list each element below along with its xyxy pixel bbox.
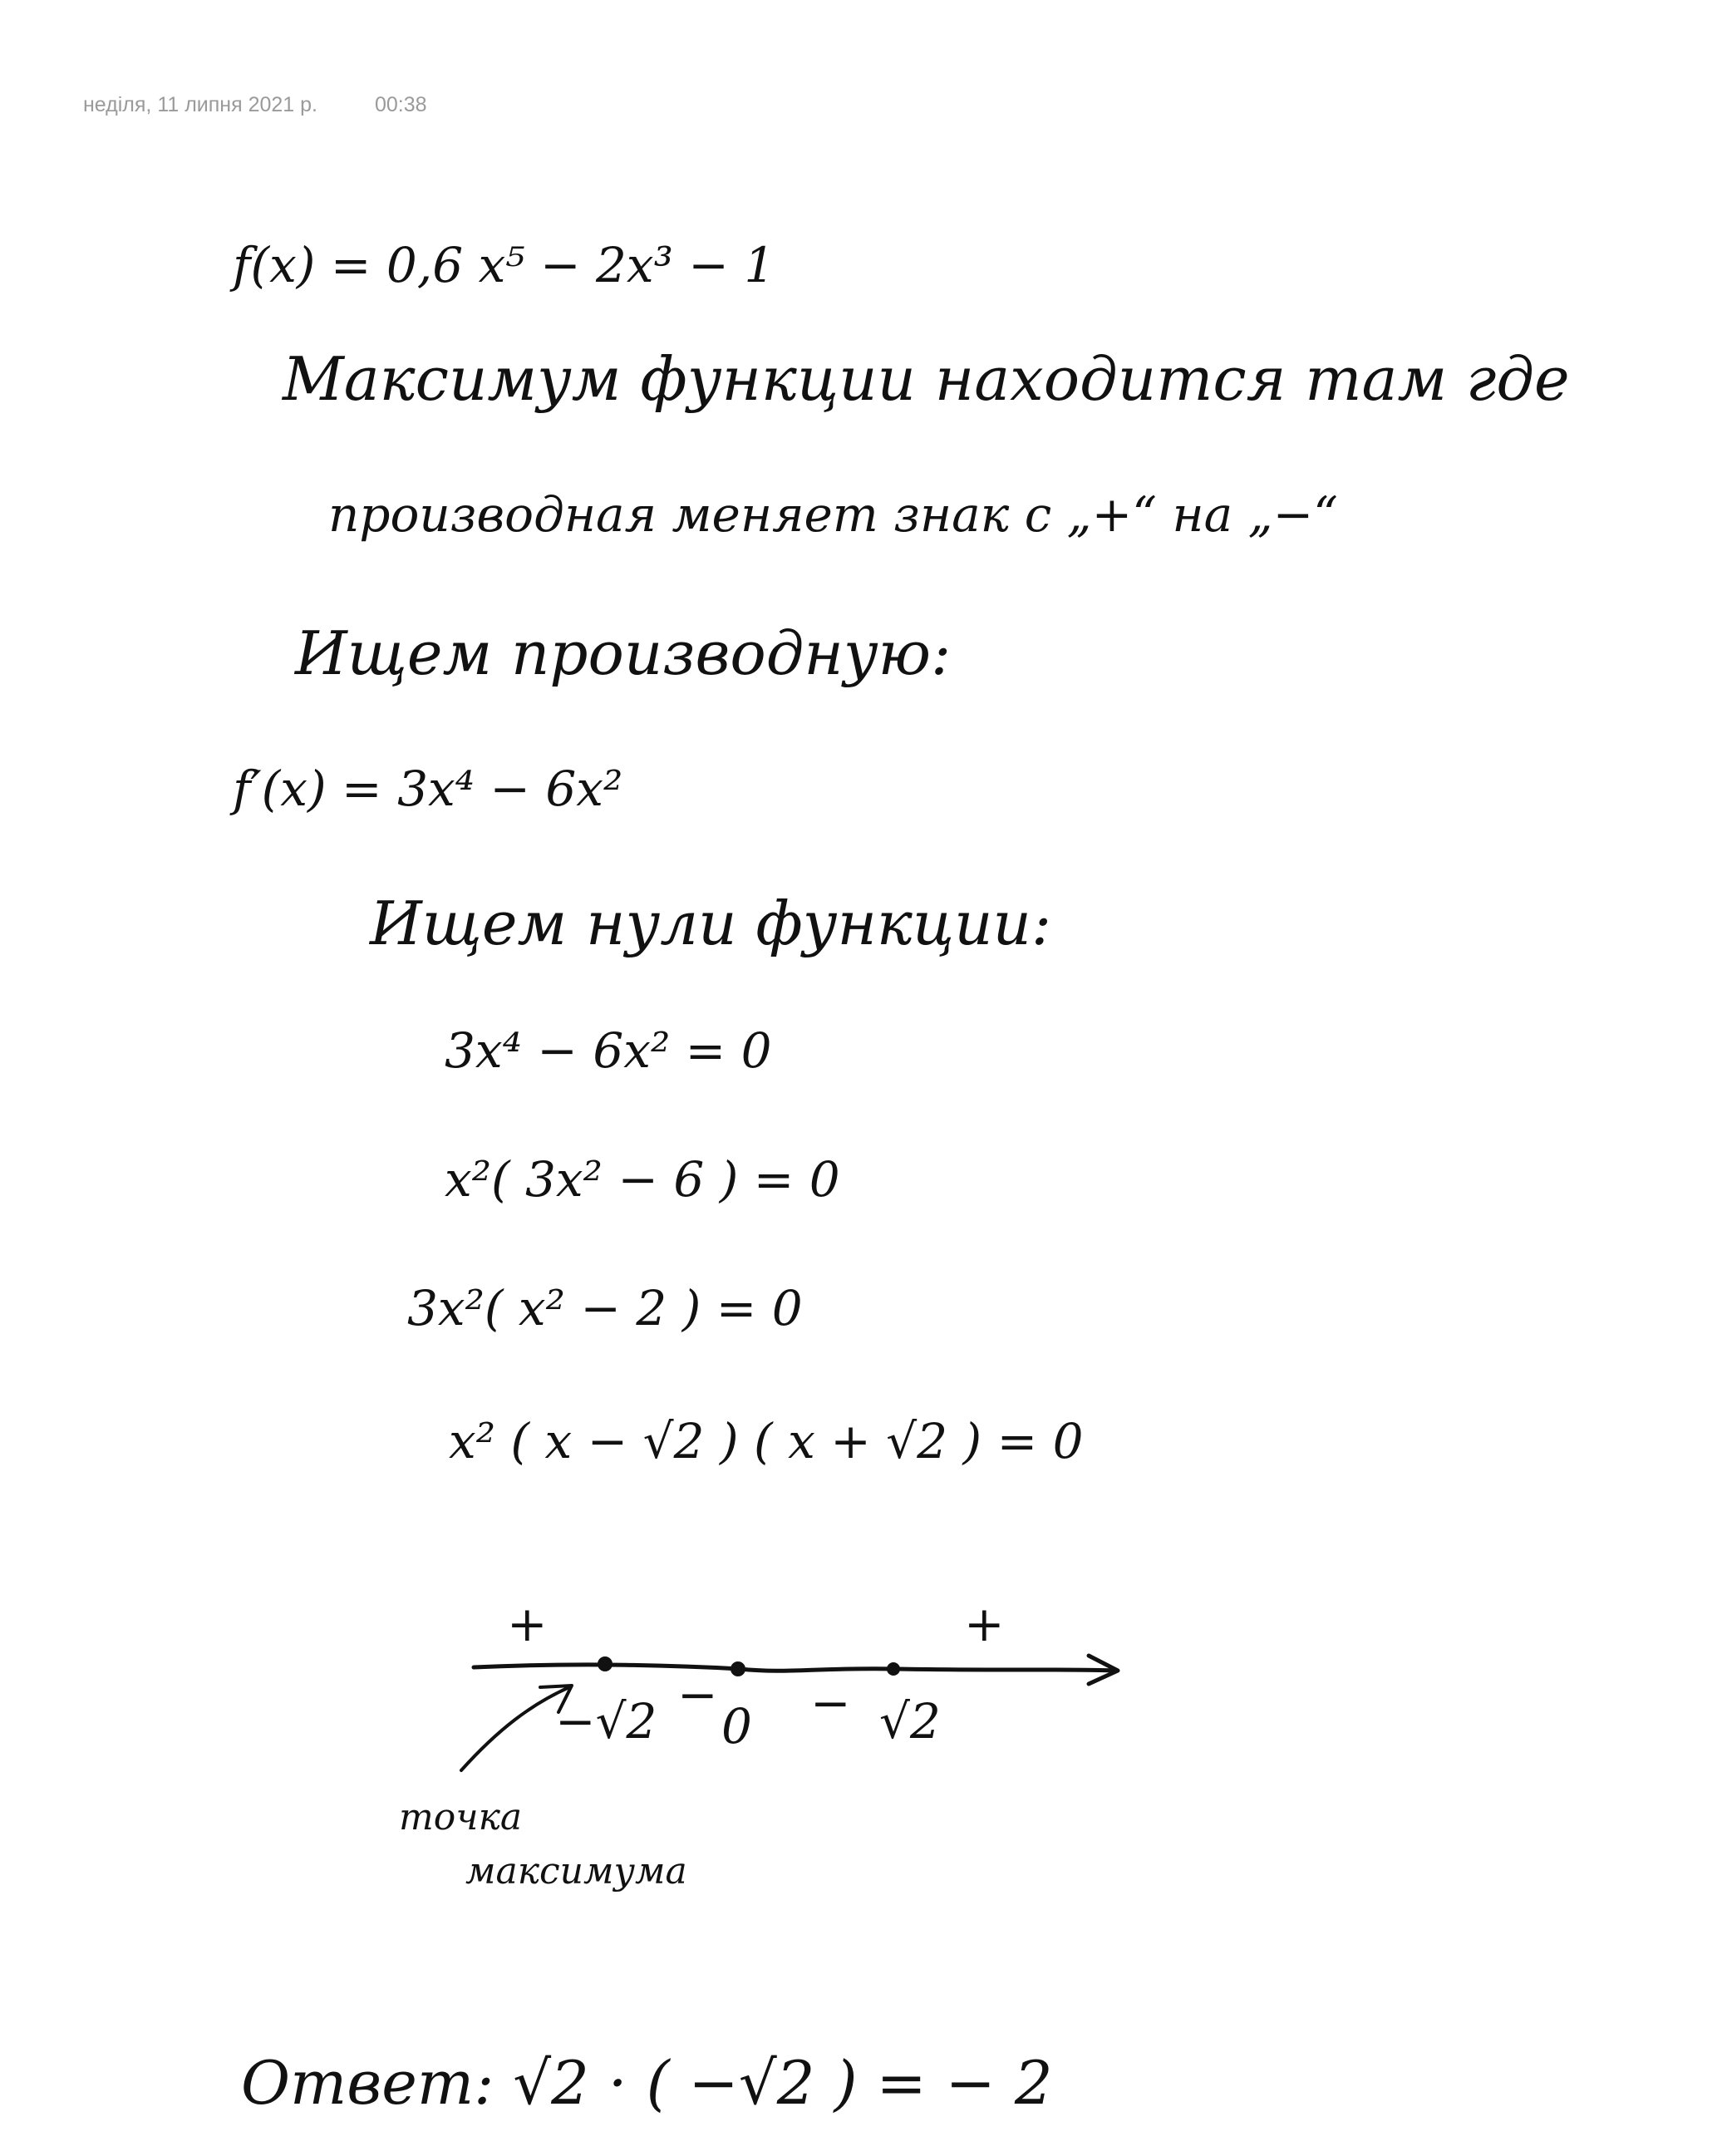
sign-middle-1: − <box>677 1666 718 1723</box>
equation-step-4: x² ( x − √2 ) ( x + √2 ) = 0 <box>449 1413 1084 1469</box>
derivative-formula: f′(x) = 3x⁴ − 6x² <box>233 761 623 817</box>
statement-line-2: производная меняет знак с „+“ на „−“ <box>328 486 1338 543</box>
annotation-maximum: максимума <box>465 1850 687 1893</box>
find-derivative-heading: Ищем производную: <box>295 618 952 688</box>
pointer-arrow-shaft <box>461 1687 569 1770</box>
sign-left: + <box>507 1596 548 1652</box>
axis-line <box>474 1665 1114 1671</box>
time-text: 00:38 <box>374 93 427 116</box>
point-minus-root2-dot <box>598 1656 613 1671</box>
equation-step-3: 3x²( x² − 2 ) = 0 <box>407 1280 803 1336</box>
equation-step-2: x²( 3x² − 6 ) = 0 <box>445 1151 840 1208</box>
annotation-point: точка <box>399 1796 523 1839</box>
find-zeros-heading: Ищем нули функции: <box>370 888 1052 958</box>
label-root2: √2 <box>879 1693 941 1750</box>
point-root2-dot <box>887 1662 900 1676</box>
label-zero: 0 <box>721 1698 752 1755</box>
sign-middle-2: − <box>810 1675 851 1731</box>
answer-line: Ответ: √2 · ( −√2 ) = − 2 <box>241 2048 1053 2118</box>
point-zero-dot <box>731 1661 745 1676</box>
label-minus-root2: −√2 <box>555 1693 657 1750</box>
function-definition: f(x) = 0,6 x⁵ − 2x³ − 1 <box>233 237 775 293</box>
statement-line-1: Максимум функции находится там где <box>283 344 1570 414</box>
date-text: неділя, 11 липня 2021 р. <box>83 93 318 116</box>
equation-step-1: 3x⁴ − 6x² = 0 <box>445 1022 772 1079</box>
sign-right: + <box>964 1596 1005 1652</box>
